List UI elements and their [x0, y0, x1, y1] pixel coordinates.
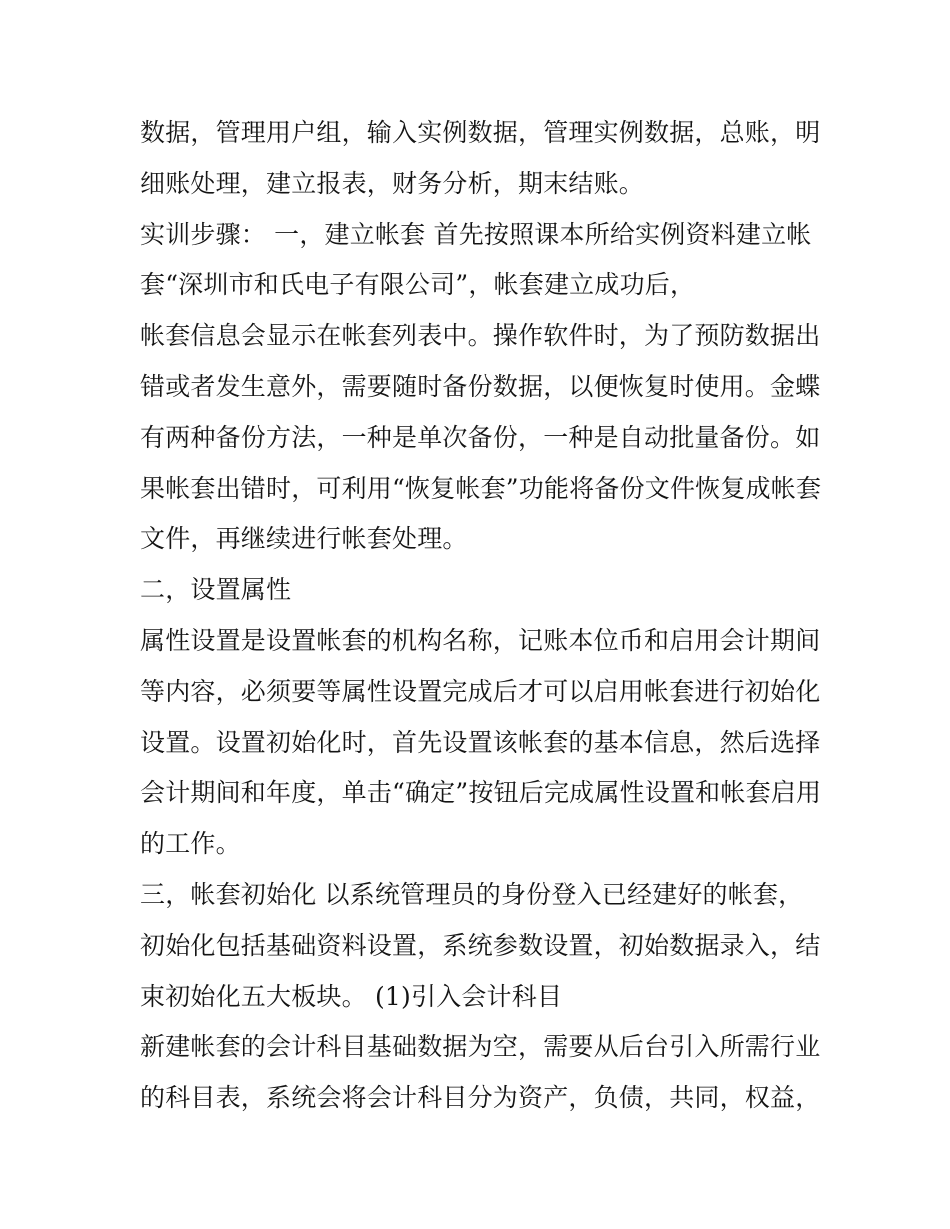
section-heading: 三，帐套初始化 以系统管理员的身份登入已经建好的帐套，: [140, 879, 804, 909]
text-line: 束初始化五大板块。 (1)引入会计科目: [140, 981, 563, 1011]
text-line: 等内容，必须要等属性设置完成后才可以启用帐套进行初始化: [140, 676, 821, 706]
text-line: 套“深圳市和氏电子有限公司”，帐套建立成功后，: [140, 270, 696, 300]
text-line: 文件，再继续进行帐套处理。: [140, 524, 468, 554]
text-line: 帐套信息会显示在帐套列表中。操作软件时，为了预防数据出: [140, 321, 821, 351]
text-line: 的科目表，系统会将会计科目分为资产，负债，共同，权益，: [140, 1083, 821, 1113]
text-line: 果帐套出错时，可利用“恢复帐套”功能将备份文件恢复成帐套: [140, 473, 822, 503]
text-line: 初始化包括基础资料设置，系统参数设置，初始数据录入，结: [140, 930, 821, 960]
text-line: 有两种备份方法，一种是单次备份，一种是自动批量备份。如: [140, 422, 821, 452]
text-line: 的工作。: [140, 829, 241, 859]
text-line: 会计期间和年度，单击“确定”按钮后完成属性设置和帐套启用: [140, 778, 822, 808]
text-line: 新建帐套的会计科目基础数据为空，需要从后台引入所需行业: [140, 1032, 821, 1062]
text-line: 实训步骤： 一，建立帐套 首先按照课本所给实例资料建立帐: [140, 219, 812, 249]
text-line: 错或者发生意外，需要随时备份数据，以便恢复时使用。金蝶: [140, 371, 821, 401]
text-line: 细账处理，建立报表，财务分析，期末结账。: [140, 168, 645, 198]
text-line: 设置。设置初始化时，首先设置该帐套的基本信息，然后选择: [140, 727, 821, 757]
text-line: 属性设置是设置帐套的机构名称，记账本位币和启用会计期间: [140, 625, 821, 655]
section-heading: 二，设置属性: [140, 575, 292, 605]
text-line: 数据，管理用户组，输入实例数据，管理实例数据，总账，明: [140, 118, 821, 147]
body-text: [140, 108, 820, 1124]
